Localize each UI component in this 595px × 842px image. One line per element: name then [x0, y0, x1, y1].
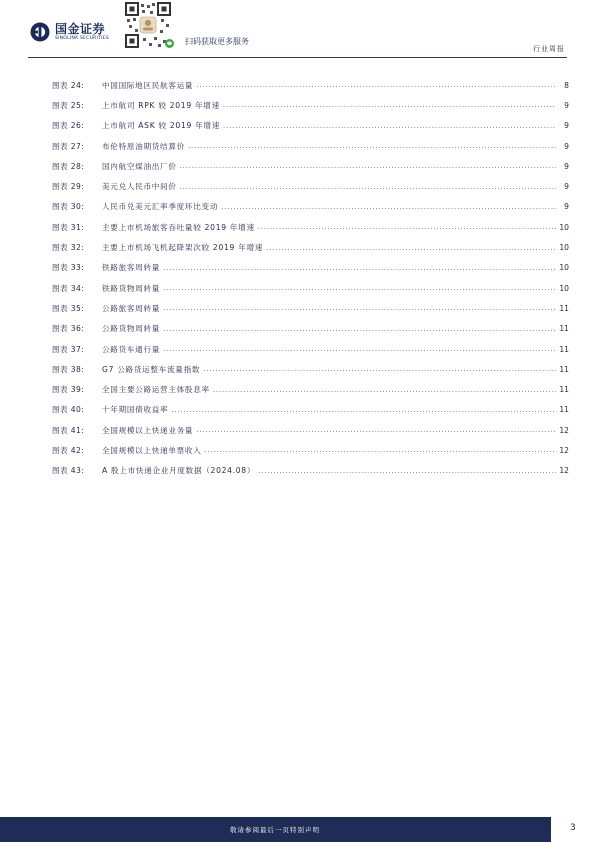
toc-entry[interactable] — [52, 440, 569, 460]
toc-entry[interactable] — [52, 359, 569, 379]
toc-entry-title: 全国主要公路运营主体股息率 — [102, 385, 210, 395]
toc-entry-label: 图表 37: — [52, 344, 85, 354]
toc-entry-page: 9 — [564, 182, 569, 192]
toc-entry[interactable] — [52, 136, 569, 156]
toc-leader-dots — [180, 183, 556, 191]
toc-entry[interactable] — [52, 298, 569, 318]
toc-entry[interactable] — [52, 258, 569, 278]
toc-entry-label: 图表 38: — [52, 364, 85, 374]
toc-entry-label: 图表 33: — [52, 263, 85, 273]
toc-entry-title: 公路货物周转量 — [102, 324, 161, 334]
toc-leader-dots — [163, 264, 556, 272]
toc-entry-title: 十年期国债收益率 — [102, 405, 169, 415]
report-category: 行业周报 — [533, 45, 565, 53]
toc-entry-title: 美元兑人民币中间价 — [102, 182, 177, 192]
toc-entry-label: 图表 28: — [52, 161, 85, 171]
toc-entry[interactable] — [52, 156, 569, 176]
figure-index — [52, 75, 569, 481]
toc-entry-title: 铁路货物周转量 — [102, 283, 161, 293]
toc-entry[interactable] — [52, 95, 569, 115]
toc-entry-title: 主要上市机场旅客吞吐量较 2019 年增速 — [102, 222, 255, 232]
toc-entry-page: 9 — [564, 100, 569, 110]
toc-entry-page: 9 — [564, 202, 569, 212]
toc-leader-dots — [266, 244, 556, 252]
toc-leader-dots — [213, 386, 556, 394]
toc-leader-dots — [258, 223, 556, 231]
toc-leader-dots — [180, 162, 556, 170]
toc-entry[interactable] — [52, 176, 569, 196]
toc-entry-label: 图表 29: — [52, 182, 85, 192]
toc-entry[interactable] — [52, 319, 569, 339]
toc-entry-label: 图表 40: — [52, 405, 85, 415]
toc-entry-label: 图表 41: — [52, 425, 85, 435]
toc-leader-dots — [163, 345, 556, 353]
toc-entry-page: 11 — [559, 405, 569, 415]
toc-leader-dots — [203, 365, 556, 373]
company-logo — [30, 22, 109, 42]
toc-entry-page: 10 — [559, 263, 569, 273]
toc-entry-page: 12 — [559, 466, 569, 476]
toc-entry-label: 图表 42: — [52, 445, 85, 455]
scan-for-services-text: 扫码获取更多服务 — [185, 37, 249, 46]
toc-entry-page: 10 — [559, 283, 569, 293]
toc-entry-title: 公路货车通行量 — [102, 344, 161, 354]
toc-leader-dots — [196, 81, 556, 89]
toc-entry[interactable] — [52, 461, 569, 481]
toc-entry-page: 8 — [564, 80, 569, 90]
toc-entry-page: 11 — [559, 324, 569, 334]
toc-leader-dots — [205, 446, 556, 454]
toc-entry-page: 10 — [559, 222, 569, 232]
toc-entry-title: 国内航空煤油出厂价 — [102, 161, 177, 171]
toc-entry-title: 铁路旅客周转量 — [102, 263, 161, 273]
toc-entry-label: 图表 30: — [52, 202, 85, 212]
toc-entry-title: 中国国际地区民航客运量 — [102, 80, 194, 90]
toc-entry-title: 全国规模以上快递业务量 — [102, 425, 194, 435]
toc-leader-dots — [163, 325, 556, 333]
toc-entry-page: 12 — [559, 445, 569, 455]
toc-entry-label: 图表 26: — [52, 121, 85, 131]
toc-entry[interactable] — [52, 379, 569, 399]
toc-leader-dots — [221, 203, 556, 211]
toc-entry-title: G7 公路货运整车流量指数 — [102, 364, 201, 374]
toc-entry-page: 12 — [559, 425, 569, 435]
sinolink-logo-icon — [30, 22, 50, 42]
toc-leader-dots — [188, 142, 556, 150]
toc-entry[interactable] — [52, 400, 569, 420]
toc-entry-page: 11 — [559, 303, 569, 313]
wechat-icon — [165, 39, 174, 48]
toc-entry[interactable] — [52, 237, 569, 257]
toc-entry[interactable] — [52, 116, 569, 136]
toc-entry-title: 布伦特原油期货结算价 — [102, 141, 185, 151]
toc-entry[interactable] — [52, 339, 569, 359]
toc-entry-title: 公路旅客周转量 — [102, 303, 161, 313]
toc-leader-dots — [223, 101, 556, 109]
toc-entry[interactable] — [52, 420, 569, 440]
footer-disclaimer: 敬请参阅最后一页特别声明 — [230, 826, 320, 834]
toc-entry-label: 图表 34: — [52, 283, 85, 293]
toc-entry-page: 10 — [559, 243, 569, 253]
page-header — [0, 0, 595, 62]
toc-leader-dots — [223, 122, 556, 130]
toc-entry-label: 图表 35: — [52, 303, 85, 313]
toc-entry-page: 9 — [564, 121, 569, 131]
toc-entry-label: 图表 27: — [52, 141, 85, 151]
toc-entry-label: 图表 39: — [52, 385, 85, 395]
toc-entry[interactable] — [52, 75, 569, 95]
toc-leader-dots — [163, 304, 556, 312]
toc-entry-page: 11 — [559, 364, 569, 374]
toc-entry-title: A 股上市快递企业月度数据（2024.08） — [102, 466, 256, 476]
toc-leader-dots — [258, 467, 556, 475]
toc-entry-page: 9 — [564, 141, 569, 151]
toc-entry-title: 全国规模以上快递单票收入 — [102, 445, 202, 455]
toc-entry-label: 图表 31: — [52, 222, 85, 232]
toc-entry-label: 图表 43: — [52, 466, 85, 476]
logo-chinese-name: 国金证券 — [55, 21, 106, 36]
toc-leader-dots — [171, 406, 556, 414]
toc-leader-dots — [163, 284, 556, 292]
page-number: 3 — [570, 823, 576, 833]
header-divider — [28, 57, 567, 58]
toc-entry-label: 图表 36: — [52, 324, 85, 334]
toc-entry[interactable] — [52, 217, 569, 237]
toc-entry-title: 人民币兑美元汇率季度环比变动 — [102, 202, 219, 212]
logo-english-name: SINOLINK SECURITIES — [55, 35, 109, 41]
toc-entry-page: 11 — [559, 385, 569, 395]
toc-entry-title: 上市航司 RPK 较 2019 年增速 — [102, 100, 220, 110]
toc-entry-label: 图表 32: — [52, 243, 85, 253]
toc-entry-title: 主要上市机场飞机起降架次较 2019 年增速 — [102, 243, 264, 253]
toc-entry-page: 11 — [559, 344, 569, 354]
toc-entry-title: 上市航司 ASK 较 2019 年增速 — [102, 121, 221, 131]
toc-entry-label: 图表 25: — [52, 100, 85, 110]
toc-leader-dots — [196, 426, 556, 434]
toc-entry-page: 9 — [564, 161, 569, 171]
toc-entry[interactable] — [52, 278, 569, 298]
toc-entry-label: 图表 24: — [52, 80, 85, 90]
toc-entry[interactable] — [52, 197, 569, 217]
